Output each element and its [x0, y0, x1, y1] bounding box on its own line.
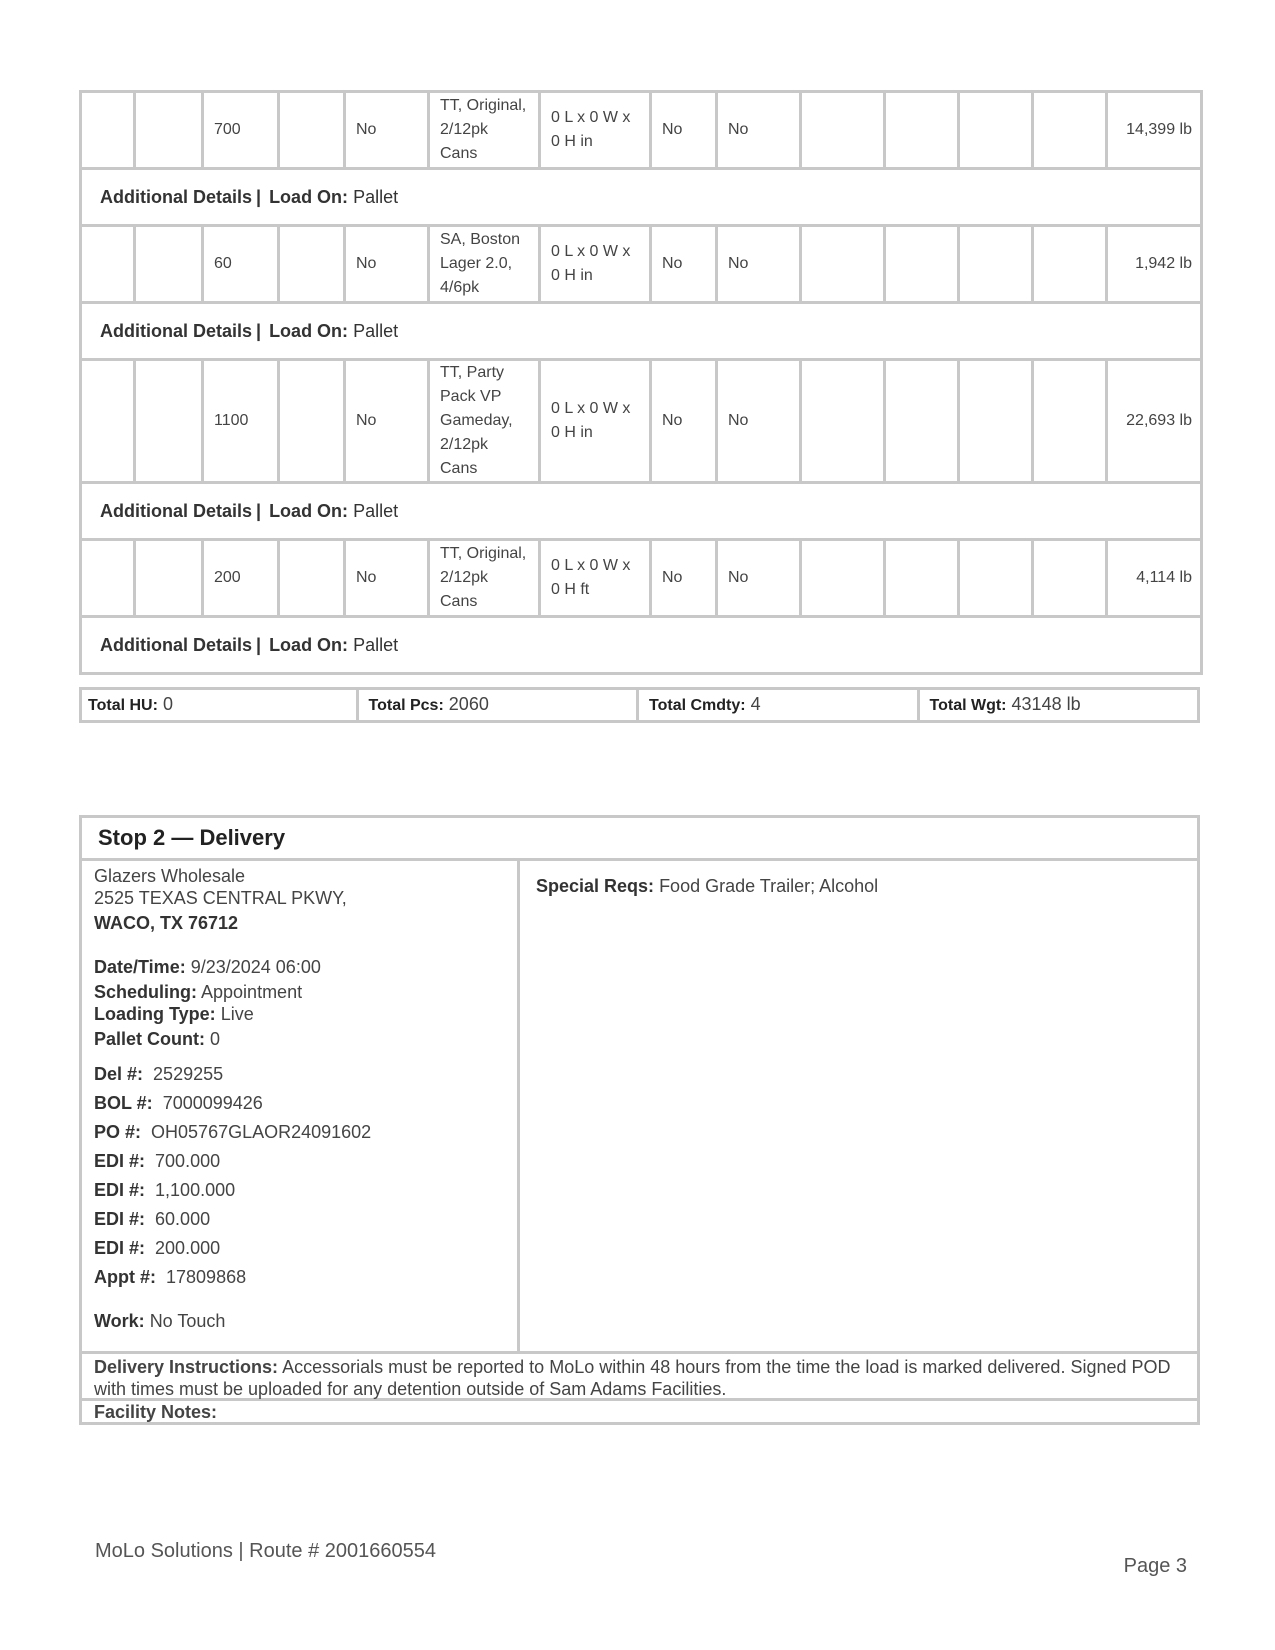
reference-line: Del #: 2529255	[94, 1064, 224, 1084]
address-line: 2525 TEXAS CENTRAL PKWY,	[94, 888, 347, 908]
details-label: Additional Details	[100, 501, 253, 521]
cell-blank	[1033, 540, 1107, 617]
stackable-cell: No	[651, 540, 717, 617]
commodity-table	[79, 90, 1203, 675]
scheduling: Scheduling: Appointment	[94, 982, 303, 1002]
cell-blank	[135, 540, 203, 617]
cell-blank	[279, 92, 345, 169]
pieces-cell: 1100	[203, 360, 279, 483]
weight-cell: 22,693 lb	[1107, 360, 1202, 483]
turnable-cell: No	[717, 360, 801, 483]
description-cell: TT, Party Pack VP Gameday, 2/12pk Cans	[429, 360, 540, 483]
commodity-row	[81, 540, 1202, 617]
total-wgt: Total Wgt: 43148 lb	[929, 694, 1081, 714]
facility-notes: Facility Notes:	[94, 1402, 218, 1422]
dims-cell: 0 L x 0 W x 0 H in	[540, 92, 651, 169]
cell-blank	[135, 226, 203, 303]
total-pcs: Total Pcs: 2060	[359, 690, 640, 720]
cell-blank	[801, 226, 885, 303]
load-on-label: Load On:	[269, 501, 349, 521]
details-label: Additional Details	[100, 635, 253, 655]
cell-blank	[801, 92, 885, 169]
load-on-value: Pallet	[353, 635, 399, 655]
details-label: Additional Details	[100, 187, 253, 207]
commodity-row	[81, 360, 1202, 483]
cell-blank	[81, 540, 135, 617]
city-state-zip: WACO, TX 76712	[94, 913, 239, 933]
stop-info	[82, 861, 520, 1351]
load-on-value: Pallet	[353, 321, 399, 341]
load-on-label: Load On:	[269, 635, 349, 655]
load-on-label: Load On:	[269, 321, 349, 341]
delivery-instructions: Delivery Instructions: Accessorials must be reported to MoLo within 48 hours from the time the load is marked delivered. Signed POD with times must be uploaded for any detention outside of Sam Adams Facilities.	[82, 1354, 1197, 1401]
reference-line: EDI #: 200.000	[94, 1238, 221, 1258]
additional-details-row: Additional Details | Load On: Pallet	[81, 483, 1202, 540]
additional-details-row: Additional Details | Load On: Pallet	[81, 303, 1202, 360]
reference-line: EDI #: 700.000	[94, 1151, 221, 1171]
cell-blank	[885, 360, 959, 483]
turnable-cell: No	[717, 540, 801, 617]
cell-blank	[1033, 226, 1107, 303]
cell-blank	[81, 360, 135, 483]
stop-section	[79, 815, 1200, 1425]
commodity-row	[81, 226, 1202, 303]
commodity-row	[81, 92, 1202, 169]
cell-blank	[959, 540, 1033, 617]
reference-line: PO #: OH05767GLAOR24091602	[94, 1122, 372, 1142]
company-name: Glazers Wholesale	[94, 866, 246, 886]
special-requirements: Special Reqs: Food Grade Trailer; Alcohol	[536, 876, 879, 896]
pieces-cell: 60	[203, 226, 279, 303]
hazmat-cell: No	[345, 540, 429, 617]
cell-blank	[959, 360, 1033, 483]
total-hu: Total HU: 0	[82, 690, 359, 720]
weight-cell: 14,399 lb	[1107, 92, 1202, 169]
page-number: Page 3	[1123, 1555, 1187, 1577]
cell-blank	[801, 540, 885, 617]
description-cell: TT, Original, 2/12pk Cans	[429, 92, 540, 169]
reference-numbers	[94, 1060, 505, 1292]
description-cell: SA, Boston Lager 2.0, 4/6pk	[429, 226, 540, 303]
hazmat-cell: No	[345, 92, 429, 169]
details-label: Additional Details	[100, 321, 253, 341]
cell-blank	[885, 92, 959, 169]
hazmat-cell: No	[345, 226, 429, 303]
load-on-value: Pallet	[353, 187, 399, 207]
cell-blank	[959, 226, 1033, 303]
work-type: Work: No Touch	[94, 1311, 226, 1331]
load-on-label: Load On:	[269, 187, 349, 207]
pallet-count: Pallet Count: 0	[94, 1029, 221, 1049]
footer-route: MoLo Solutions | Route # 2001660554	[95, 1540, 437, 1562]
cell-blank	[959, 92, 1033, 169]
weight-cell: 1,942 lb	[1107, 226, 1202, 303]
cell-blank	[135, 360, 203, 483]
turnable-cell: No	[717, 226, 801, 303]
additional-details-row: Additional Details | Load On: Pallet	[81, 169, 1202, 226]
pieces-cell: 200	[203, 540, 279, 617]
load-on-value: Pallet	[353, 501, 399, 521]
total-cmdty: Total Cmdty: 4	[639, 690, 920, 720]
cell-blank	[81, 92, 135, 169]
cell-blank	[135, 92, 203, 169]
cell-blank	[885, 226, 959, 303]
dims-cell: 0 L x 0 W x 0 H in	[540, 226, 651, 303]
turnable-cell: No	[717, 92, 801, 169]
cell-blank	[279, 360, 345, 483]
cell-blank	[279, 540, 345, 617]
cell-blank	[801, 360, 885, 483]
stackable-cell: No	[651, 92, 717, 169]
stackable-cell: No	[651, 226, 717, 303]
pieces-cell: 700	[203, 92, 279, 169]
loading-type: Loading Type: Live	[94, 1004, 254, 1024]
cell-blank	[81, 226, 135, 303]
weight-cell: 4,114 lb	[1107, 540, 1202, 617]
stackable-cell: No	[651, 360, 717, 483]
stop-title: Stop 2 — Delivery	[82, 818, 1197, 861]
cell-blank	[279, 226, 345, 303]
dims-cell: 0 L x 0 W x 0 H in	[540, 360, 651, 483]
reference-line: EDI #: 1,100.000	[94, 1180, 236, 1200]
description-cell: TT, Original, 2/12pk Cans	[429, 540, 540, 617]
additional-details-row: Additional Details | Load On: Pallet	[81, 617, 1202, 674]
cell-blank	[1033, 360, 1107, 483]
dims-cell: 0 L x 0 W x 0 H ft	[540, 540, 651, 617]
reference-line: BOL #: 7000099426	[94, 1093, 263, 1113]
totals-bar	[79, 687, 1200, 723]
cell-blank	[885, 540, 959, 617]
datetime: Date/Time: 9/23/2024 06:00	[94, 957, 321, 977]
cell-blank	[1033, 92, 1107, 169]
hazmat-cell: No	[345, 360, 429, 483]
reference-line: Appt #: 17809868	[94, 1267, 247, 1287]
reference-line: EDI #: 60.000	[94, 1209, 211, 1229]
